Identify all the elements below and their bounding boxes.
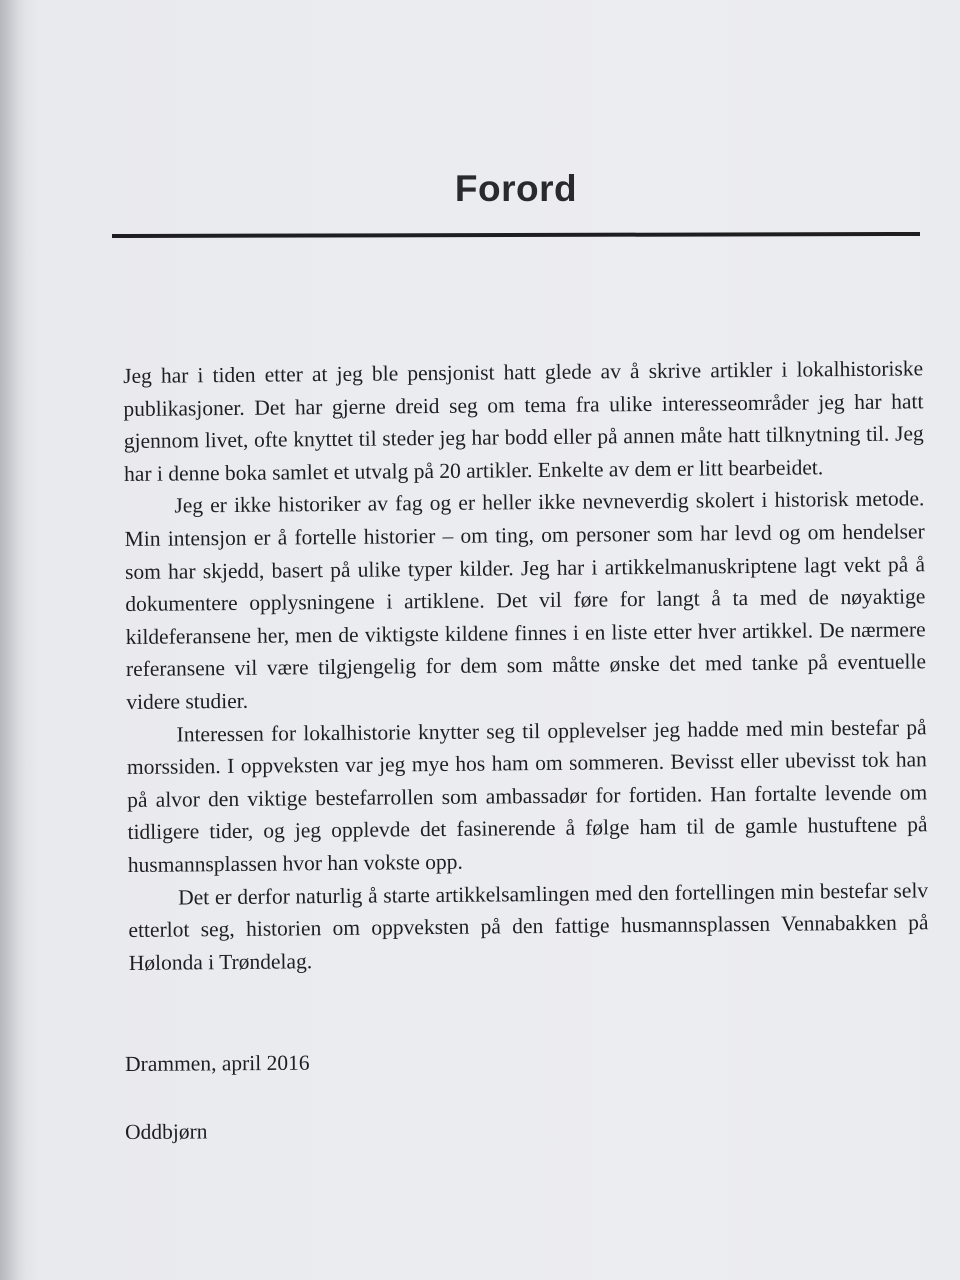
- author-signature: Oddbjørn: [125, 1119, 208, 1144]
- paragraph-1: Jeg har i tiden etter at jeg ble pensjonist hatt glede av å skrive artikler i lokalhistoriske publikasjoner. Det har gjerne dreid seg om tema fra ulike interesseområder jeg har hatt gjennom livet, ofte knyttet til steder jeg har bodd eller på annen måte hatt tilknytning til. Jeg har i denne boka samlet et utvalg på 20 artikler. Enkelte av dem er litt bearbeidet.: [123, 356, 924, 486]
- place-date: Drammen, april 2016: [125, 1050, 310, 1076]
- paragraph-2: Jeg er ikke historiker av fag og er heller ikke nevneverdig skolert i historisk metode. Min intensjon er å fortelle historier – om ting, om personer som har levd og om hendelser som har skjedd, basert på ulike typer kilder. Jeg har i artikkelmanuskriptene lagt vekt på å dokumentere opplysningene i artiklene. Det vil føre for langt å ta med de nøyaktige kildeferansene her, men de viktigste kildene finnes i en liste etter hver artikkel. De nærmere referansene vil være tilgjengelig for dem som måtte ønske det med tanke på eventuelle videre studier.: [124, 486, 927, 714]
- gutter-shadow: [0, 0, 26, 1280]
- title-rule: [112, 232, 920, 238]
- page-title: Forord: [454, 168, 578, 209]
- paragraph-4: Det er derfor naturlig å starte artikkelsamlingen med den fortellingen min bestefar selv etterlot seg, historien om oppveksten på den fattige husmannsplassen Vennabakken på Hølonda i Trøndelag.: [128, 877, 929, 975]
- paragraph-3: Interessen for lokalhistorie knytter seg til opplevelser jeg hadde med min bestefar på morssiden. I oppveksten var jeg mye hos ham om sommeren. Bevisst eller ubevisst tok han på alvor den viktige bestefarrollen som ambassadør for fortiden. Han fortalte levende om tidligere tider, og jeg opplevde det fasinerende å følge ham til de gamle hustuftene på husmannsplassen hvor han vokste opp.: [126, 714, 928, 877]
- body-text: [123, 352, 929, 979]
